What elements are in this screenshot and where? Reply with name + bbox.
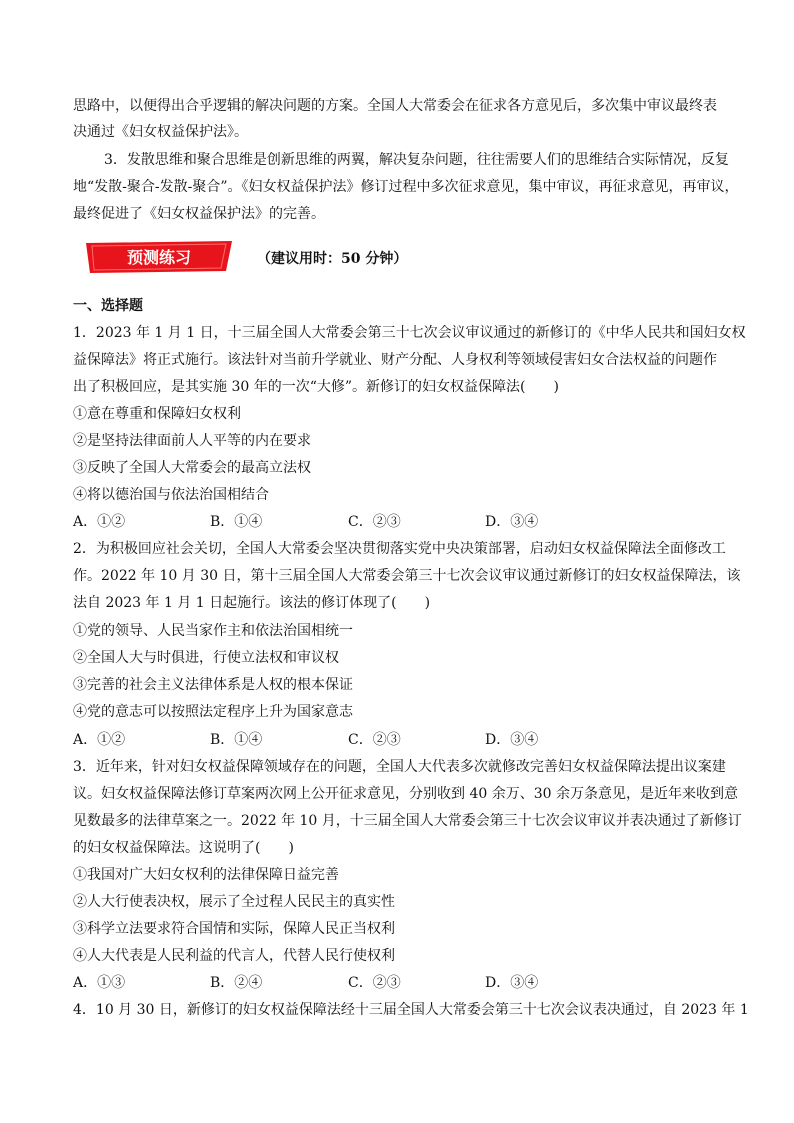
question-1-line: 出了积极回应，是其实施 30 年的一次“大修”。新修订的妇女权益保障法( ) xyxy=(73,379,559,395)
question-3-line: 见数最多的法律草案之一。2022 年 10 月，十三届全国人大常委会第三十七次会议审议并表决通过了新修订 xyxy=(73,813,742,829)
section-title: 一、选择题 xyxy=(73,298,143,314)
question-4-line: 4．10 月 30 日，新修订的妇女权益保障法经十三届全国人大常委会第三十七次会议表决通过，自 2023 年 1 xyxy=(73,1002,749,1018)
intro-line: 最终促进了《妇女权益保护法》的完善。 xyxy=(73,206,325,222)
statement: ①我国对广大妇女权利的法律保障日益完善 xyxy=(73,867,339,883)
question-2-line: 作。2022 年 10 月 30 日，第十三届全国人大常委会第三十七次会议审议通过新修订的妇女权益保障法，该 xyxy=(73,568,741,584)
question-3-line: 议。妇女权益保障法修订草案两次网上公开征求意见，分别收到 40 余万、30 余万条意见，是近年来收到意 xyxy=(73,786,738,802)
question-2-line: 2．为积极回应社会关切，全国人大常委会坚决贯彻落实党中央决策部署，启动妇女权益保障法全面修改工 xyxy=(73,541,726,557)
option-b[interactable]: B．①④ xyxy=(210,514,263,530)
banner-label: 预测练习 xyxy=(126,248,191,267)
statement: ①党的领导、人民当家作主和依法治国相统一 xyxy=(73,623,353,639)
statement: ②全国人大与时俱进，行使立法权和审议权 xyxy=(73,650,339,666)
statement: ③科学立法要求符合国情和实际，保障人民正当权利 xyxy=(73,921,395,937)
intro-line: 决通过《妇女权益保护法》。 xyxy=(73,124,248,140)
question-1-line: 1．2023 年 1 月 1 日，十三届全国人大常委会第三十七次会议审议通过的新修订的《中华人民共和国妇女权 xyxy=(73,325,746,341)
option-d[interactable]: D．③④ xyxy=(485,732,539,748)
option-c[interactable]: C．②③ xyxy=(348,732,401,748)
option-a[interactable]: A．①② xyxy=(73,732,126,748)
option-c[interactable]: C．②③ xyxy=(348,975,401,991)
option-b[interactable]: B．②④ xyxy=(210,975,263,991)
time-hint: （建议用时：50 分钟） xyxy=(257,251,408,267)
statement: ④将以德治国与依法治国相结合 xyxy=(73,487,269,503)
statement: ③完善的社会主义法律体系是人权的根本保证 xyxy=(73,677,353,693)
statement: ①意在尊重和保障妇女权利 xyxy=(73,406,241,422)
statement: ②是坚持法律面前人人平等的内在要求 xyxy=(73,433,311,449)
question-1-line: 益保障法》将正式施行。该法针对当前升学就业、财产分配、人身权利等领域侵害妇女合法权益的问题作 xyxy=(73,352,717,368)
statement: ②人大行使表决权，展示了全过程人民民主的真实性 xyxy=(73,894,395,910)
option-d[interactable]: D．③④ xyxy=(485,975,539,991)
practice-banner xyxy=(86,241,232,273)
option-a[interactable]: A．①③ xyxy=(73,975,126,991)
question-3-line: 的妇女权益保障法。这说明了( ) xyxy=(73,840,294,856)
statement: ③反映了全国人大常委会的最高立法权 xyxy=(73,460,311,476)
statement: ④党的意志可以按照法定程序上升为国家意志 xyxy=(73,704,353,720)
intro-line: 地“发散-聚合-发散-聚合”。《妇女权益保护法》修订过程中多次征求意见，集中审议，再征求意见，再审议， xyxy=(73,179,739,195)
option-c[interactable]: C．②③ xyxy=(348,514,401,530)
question-3-line: 3．近年来，针对妇女权益保障领域存在的问题，全国人大代表多次就修改完善妇女权益保障法提出议案建 xyxy=(73,759,726,775)
option-a[interactable]: A．①② xyxy=(73,514,126,530)
option-d[interactable]: D．③④ xyxy=(485,514,539,530)
statement: ④人大代表是人民利益的代言人，代替人民行使权利 xyxy=(73,948,395,964)
intro-line: 3．发散思维和聚合思维是创新思维的两翼，解决复杂问题，往往需要人们的思维结合实际情况，反复 xyxy=(104,152,729,168)
question-2-line: 法自 2023 年 1 月 1 日起施行。该法的修订体现了( ) xyxy=(73,595,431,611)
option-b[interactable]: B．①④ xyxy=(210,732,263,748)
intro-line: 思路中，以便得出合乎逻辑的解决问题的方案。全国人大常委会在征求各方意见后，多次集中审议最终表 xyxy=(73,98,717,114)
